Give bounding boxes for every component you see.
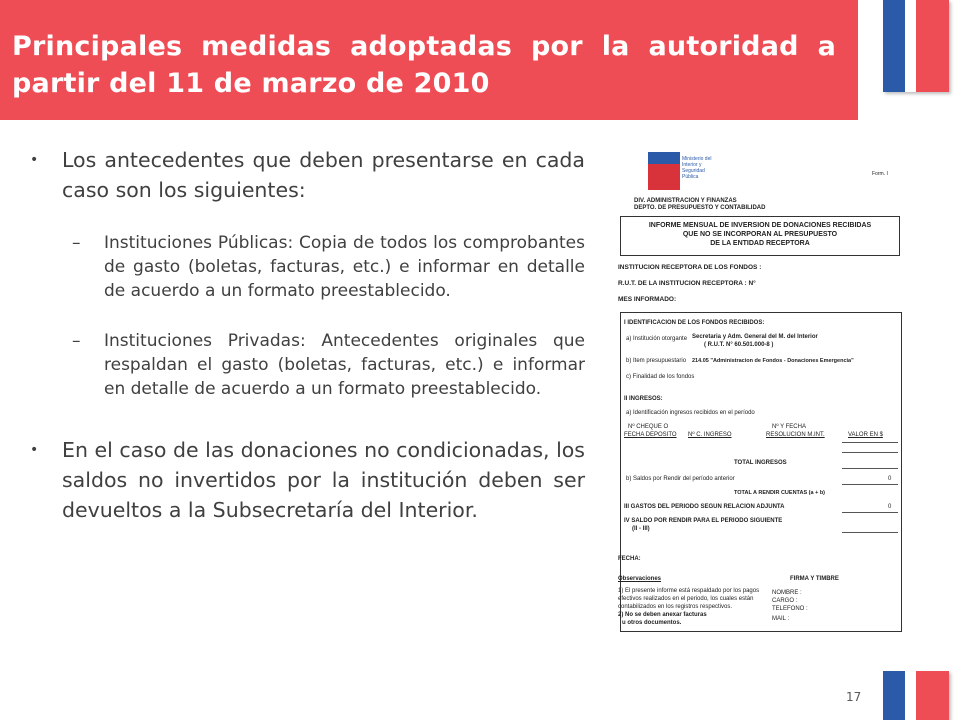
slide-body xyxy=(30,145,585,525)
bullet-marker: • xyxy=(30,442,39,458)
table-line xyxy=(842,442,898,443)
form-value: 0 xyxy=(888,476,892,482)
form-label: a) Institución otorgante xyxy=(626,336,688,342)
bullet-text: En el caso de las donaciones no condicionadas, los saldos no invertidos por la institución deben ser devueltos a la Subsecretaría del Interior. xyxy=(62,438,585,522)
form-label: a) Identificación ingresos recibidos en el período xyxy=(626,410,755,416)
table-header: FECHA DEPOSITO xyxy=(624,432,677,438)
logo-text: Ministerio del Interior y Seguridad Pública xyxy=(682,156,712,180)
form-label: c) Finalidad de los fondos xyxy=(626,374,695,380)
form-section: IV SALDO POR RENDIR PARA EL PERIODO SIGUIENTE xyxy=(624,518,783,524)
table-header: RESOLUCION M.INT. xyxy=(766,432,825,438)
form-department xyxy=(634,198,765,212)
form-label: FIRMA Y TIMBRE xyxy=(790,576,839,582)
form-label: CARGO : xyxy=(772,598,798,604)
form-label: b) Item presupuestario xyxy=(626,358,687,364)
form-section: III GASTOS DEL PERIODO SEGUN RELACION ADJUNTA xyxy=(624,504,785,510)
form-label: b) Saldos por Rendir del período anterior xyxy=(626,476,735,482)
table-header: VALOR EN $ xyxy=(848,432,883,438)
sub-bullet-item xyxy=(30,329,585,401)
form-header-box xyxy=(620,216,900,256)
form-label: FECHA: xyxy=(618,556,641,562)
form-label: Observaciones xyxy=(618,576,662,582)
ministry-logo-icon xyxy=(648,152,680,190)
form-code: Form. I xyxy=(872,171,888,177)
form-section: II INGRESOS: xyxy=(624,396,663,402)
dash-marker: – xyxy=(72,233,81,253)
form-label: TELEFONO : xyxy=(772,606,808,612)
chile-flag-decoration-bottom xyxy=(883,671,949,720)
dept-line: DEPTO. DE PRESUPUESTO Y CONTABILIDAD xyxy=(634,205,766,211)
chile-flag-decoration-top xyxy=(883,0,949,92)
form-section: (II - III) xyxy=(632,526,650,532)
form-total: TOTAL INGRESOS xyxy=(734,460,787,466)
form-note: contabilizados en los registros respectivos. xyxy=(618,604,733,610)
form-label: MAIL : xyxy=(772,616,790,622)
bullet-text: Los antecedentes que deben presentarse en cada caso son los siguientes: xyxy=(62,148,585,202)
form-header-line: INFORME MENSUAL DE INVERSION DE DONACIONES RECIBIDAS xyxy=(648,222,872,229)
bullet-item xyxy=(30,145,585,205)
table-line xyxy=(842,484,898,485)
form-value: Secretaria y Adm. General del M. del Interior xyxy=(692,334,818,340)
form-label: MES INFORMADO: xyxy=(618,296,677,303)
table-line xyxy=(842,468,898,469)
form-header-line: DE LA ENTIDAD RECEPTORA xyxy=(710,240,810,247)
form-scan-image xyxy=(612,146,902,632)
title-banner xyxy=(0,0,858,120)
form-label: R.U.T. DE LA INSTITUCION RECEPTORA : N° xyxy=(618,280,756,287)
form-note: efectivos realizados en el periodo, los cuales están xyxy=(618,596,754,602)
form-header-line: QUE NO SE INCORPORAN AL PRESUPUESTO xyxy=(682,231,838,238)
form-total: TOTAL A RENDIR CUENTAS (a + b) xyxy=(734,490,826,496)
sub-bullet-text: Instituciones Privadas: Antecedentes originales que respaldan el gasto (boletas, facturas, etc.) e informar en detalle de acuerdo a un formato preestablecido. xyxy=(104,331,585,399)
table-header: Nº C. INGRESO xyxy=(688,432,732,438)
form-label: NOMBRE : xyxy=(772,590,802,596)
dash-marker: – xyxy=(72,331,81,351)
form-section: I IDENTIFICACION DE LOS FONDOS RECIBIDOS: xyxy=(624,320,765,326)
slide-title: Principales medidas adoptadas por la autoridad a partir del 11 de marzo de 2010 xyxy=(12,31,836,99)
table-line xyxy=(842,512,898,513)
table-line xyxy=(842,532,898,533)
form-note: 2) No se deben anexar facturas xyxy=(618,612,707,618)
form-value: 214.05 "Administracion de Fondos - Donaciones Emergencia" xyxy=(692,358,854,364)
bullet-marker: • xyxy=(30,152,39,168)
table-line xyxy=(842,452,898,453)
table-header: Nº CHEQUE O xyxy=(628,424,669,430)
form-value: 0 xyxy=(888,504,892,510)
sub-bullet-item xyxy=(30,231,585,303)
table-header: Nº Y FECHA xyxy=(772,424,806,430)
dept-line: DIV. ADMINISTRACION Y FINANZAS xyxy=(634,198,737,204)
form-note: 1) El presente informe está respaldado por los pagos xyxy=(618,588,760,594)
form-value: ( R.U.T. N° 60.501.000-8 ) xyxy=(704,342,774,348)
sub-bullet-text: Instituciones Públicas: Copia de todos los comprobantes de gasto (boletas, facturas, etc.) e informar en detalle de acuerdo a un formato preestablecido. xyxy=(104,233,585,301)
bullet-item xyxy=(30,435,585,525)
page-number: 17 xyxy=(846,690,862,704)
form-label: INSTITUCION RECEPTORA DE LOS FONDOS : xyxy=(618,264,762,271)
form-note: u otros documentos. xyxy=(622,620,682,626)
